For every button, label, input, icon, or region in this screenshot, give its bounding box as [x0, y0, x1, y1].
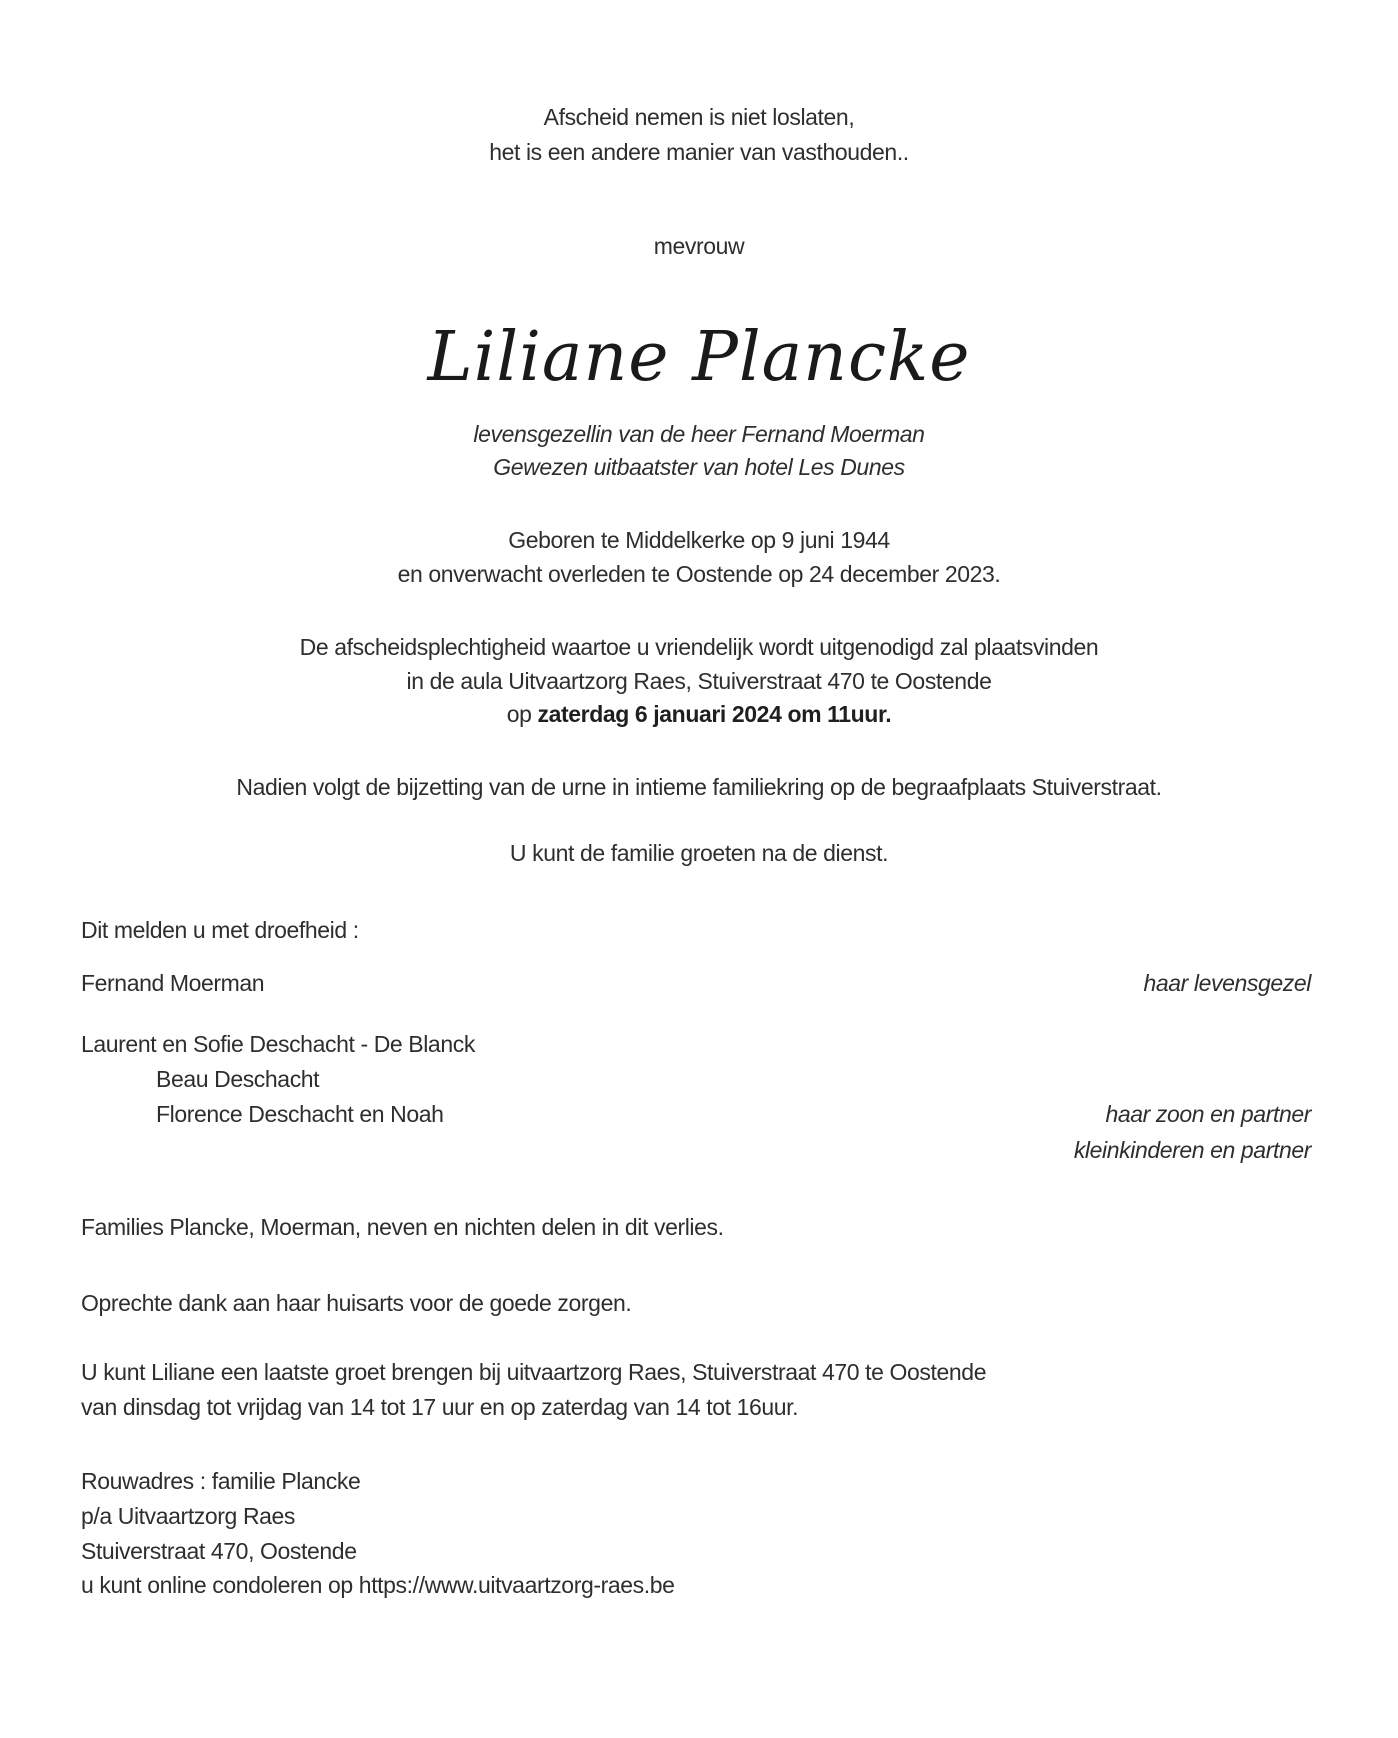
- address-line-3: Stuiverstraat 470, Oostende: [81, 1538, 357, 1564]
- address-line-1: Rouwadres : familie Plancke: [81, 1468, 361, 1494]
- quote-line-1: Afscheid nemen is niet loslaten,: [543, 104, 855, 130]
- greeting-line: U kunt de familie groeten na de dienst.: [509, 840, 889, 866]
- subtitle-partner: levensgezellin van de heer Fernand Moerman: [473, 421, 925, 447]
- burial-line: Nadien volgt de bijzetting van de urne in intieme familiekring op de begraafplaats Stuiverstraat.: [236, 774, 1162, 800]
- partner-name: Fernand Moerman: [81, 970, 265, 996]
- grandchild-name: Florence Deschacht en Noah: [156, 1101, 444, 1127]
- address-line-4: [81, 1570, 675, 1600]
- died-line: en onverwacht overleden te Oostende op 24 december 2023.: [397, 561, 1001, 587]
- visit-line-2: van dinsdag tot vrijdag van 14 tot 17 uur en op zaterdag van 14 tot 16uur.: [81, 1394, 799, 1420]
- ceremony-line-2: in de aula Uitvaartzorg Raes, Stuiverstraat 470 te Oostende: [406, 668, 992, 694]
- visit-line-1: U kunt Liliane een laatste groet brengen bij uitvaartzorg Raes, Stuiverstraat 470 te Oostende: [81, 1359, 987, 1385]
- ceremony-date: zaterdag 6 januari 2024 om 11uur.: [537, 701, 892, 727]
- partner-relation: haar levensgezel: [1143, 970, 1311, 996]
- born-line: Geboren te Middelkerke op 9 juni 1944: [508, 527, 890, 553]
- ceremony-date-prefix: op: [506, 701, 538, 727]
- families-line: Families Plancke, Moerman, neven en nichten delen in dit verlies.: [81, 1214, 724, 1240]
- announcers-intro: Dit melden u met droefheid :: [81, 917, 359, 943]
- condolence-prefix: u kunt online condoleren op: [81, 1572, 359, 1598]
- address-line-2: p/a Uitvaartzorg Raes: [81, 1503, 296, 1529]
- deceased-name: Liliane Plancke: [427, 318, 971, 397]
- thanks-line: Oprechte dank aan haar huisarts voor de goede zorgen.: [81, 1290, 632, 1316]
- son-relation: haar zoon en partner: [1105, 1101, 1311, 1127]
- ceremony-line-3: [0, 699, 1398, 729]
- quote-line-2: het is een andere manier van vasthouden..: [489, 139, 909, 165]
- title-prefix: mevrouw: [653, 233, 745, 259]
- grandchildren-relation: kleinkinderen en partner: [1073, 1137, 1311, 1163]
- grandchild-name: Beau Deschacht: [156, 1066, 320, 1092]
- ceremony-line-1: De afscheidsplechtigheid waartoe u vriendelijk wordt uitgenodigd zal plaatsvinden: [299, 634, 1099, 660]
- subtitle-occupation: Gewezen uitbaatster van hotel Les Dunes: [493, 454, 905, 480]
- condolence-url[interactable]: https://www.uitvaartzorg-raes.be: [358, 1572, 675, 1598]
- son-name: Laurent en Sofie Deschacht - De Blanck: [81, 1031, 475, 1057]
